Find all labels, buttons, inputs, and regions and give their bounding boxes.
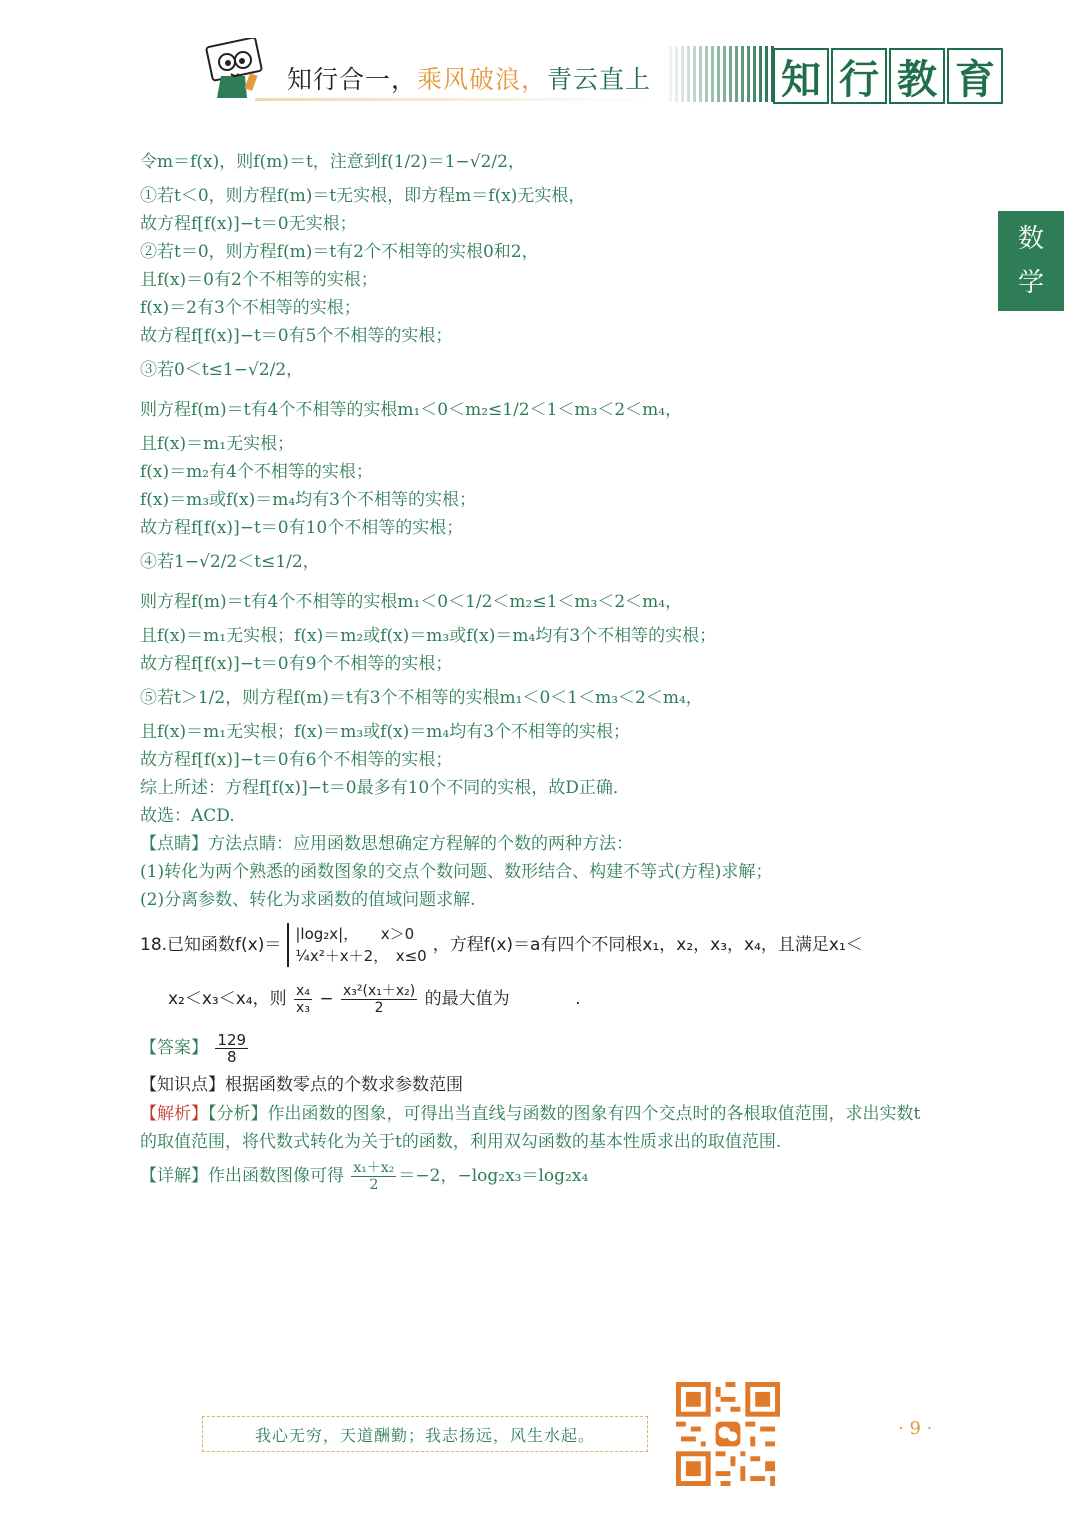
page-header	[195, 38, 995, 108]
solution-line: ②若t＝0，则方程f(m)＝t有2个不相等的实根0和2，	[140, 242, 539, 262]
solution-line: 故选：ACD.	[140, 806, 235, 826]
solution-line: 且f(x)＝m₁无实根；f(x)＝m₃或f(x)＝m₄均有3个不相等的实根；	[140, 722, 631, 742]
detail-fraction	[351, 1160, 396, 1193]
solution-line: 则方程f(m)＝t有4个不相等的实根m₁＜0＜m₂≤1/2＜1＜m₃＜2＜m₄，	[140, 400, 683, 420]
brand-char: 教	[889, 48, 945, 104]
detail-label: 【详解】	[140, 1166, 208, 1186]
answer-label: 【答案】	[140, 1038, 208, 1058]
solution-line: 且f(x)＝m₁无实根；f(x)＝m₂或f(x)＝m₃或f(x)＝m₄均有3个不相等的实根；	[140, 626, 717, 646]
solution-line: 故方程f[f(x)]−t＝0无实根；	[140, 214, 357, 234]
solution-line: 则方程f(m)＝t有4个不相等的实根m₁＜0＜1/2＜m₂≤1＜m₃＜2＜m₄，	[140, 592, 683, 612]
solution-line: ④若1−√2/2＜t≤1/2，	[140, 552, 320, 572]
reading-book-mascot-icon	[203, 38, 265, 102]
question-line2-b: 的最大值为	[424, 989, 510, 1009]
question-18-line1	[140, 918, 1020, 972]
fraction-expression	[341, 983, 417, 1016]
question-mid: ，方程f(x)＝a有四个不同根x₁，x₂，x₃，x₄，且满足x₁＜	[432, 935, 863, 955]
frac-den: 2	[369, 1177, 379, 1193]
tip-line	[140, 830, 1020, 858]
frac-num: x₁＋x₂	[353, 1160, 395, 1176]
piece-case-2: ¼x²＋x＋2， x≤0	[295, 947, 427, 965]
detail-text: 作出函数图像可得	[208, 1166, 344, 1186]
piece-case-1: |log₂x|， x＞0	[295, 925, 415, 943]
frac-den: 8	[226, 1047, 237, 1066]
analysis-line1	[140, 1100, 1020, 1128]
detail-line	[140, 1156, 1020, 1196]
question-18-line2	[140, 972, 1020, 1026]
frac-den: x₃	[296, 999, 310, 1016]
frac-den: 2	[374, 999, 384, 1016]
frac-num: 129	[217, 1030, 247, 1049]
tip-item: (1)转化为两个熟悉的函数图象的交点个数问题、数形结合、构建不等式(方程)求解；	[140, 862, 773, 882]
solution-line: f(x)＝m₃或f(x)＝m₄均有3个不相等的实根；	[140, 490, 476, 510]
solution-line: 综上所述：方程f[f(x)]−t＝0最多有10个不同的实根，故D正确．	[140, 778, 630, 798]
solution-line: 故方程f[f(x)]−t＝0有6个不相等的实根；	[140, 750, 453, 770]
solution-line: 令m＝f(x)，则f(m)＝t，注意到f(1/2)＝1−√2/2，	[140, 152, 525, 172]
tip-text: 方法点睛：应用函数思想确定方程解的个数的两种方法：	[208, 834, 633, 854]
solution-line: ⑤若t＞1/2，则方程f(m)＝t有3个不相等的实根m₁＜0＜1＜m₃＜2＜m₄，	[140, 688, 703, 708]
knowledge-text: 根据函数零点的个数求参数范围	[225, 1075, 463, 1095]
analysis-line2: 的取值范围，将代数式转化为关于t的函数，利用双勾函数的基本性质求出的取值范围.	[140, 1132, 782, 1152]
wechat-qr-code-icon[interactable]	[676, 1382, 780, 1486]
header-divider	[255, 98, 655, 101]
solution-line: ①若t＜0，则方程f(m)＝t无实根，即方程m＝f(x)无实根，	[140, 186, 586, 206]
header-stripes-decoration	[663, 46, 775, 102]
solution-line: ③若0＜t≤1−√2/2，	[140, 360, 304, 380]
fraction-x4-over-x3	[294, 983, 312, 1016]
question-prefix: 已知函数f(x)＝	[167, 935, 282, 955]
brand-char: 行	[831, 48, 887, 104]
tip-label: 【点睛】	[140, 834, 208, 854]
analysis-label: 【解析】	[140, 1104, 208, 1124]
solution-line: 故方程f[f(x)]−t＝0有9个不相等的实根；	[140, 654, 453, 674]
tip-item: (2)分离参数、转化为求函数的值域问题求解.	[140, 890, 476, 910]
knowledge-point-row	[140, 1070, 1020, 1100]
minus-sign: −	[319, 989, 334, 1009]
slogan-part3: 青云直上	[547, 65, 652, 94]
solution-line: f(x)＝m₂有4个不相等的实根；	[140, 462, 373, 482]
page-number: · 9 ·	[898, 1418, 933, 1439]
piecewise-function	[287, 923, 426, 967]
frac-num: x₄	[296, 982, 310, 999]
knowledge-label: 【知识点】	[140, 1075, 225, 1095]
solution-line: 且f(x)＝0有2个不相等的实根；	[140, 270, 378, 290]
analysis-text: 作出函数的图象，可得出当直线与函数的图象有四个交点时的各根取值范围，求出实数t	[267, 1104, 921, 1124]
brand-char: 知	[773, 48, 829, 104]
question-line2-a: x₂＜x₃＜x₄，则	[168, 989, 287, 1009]
slogan-part2: 乘风破浪，	[417, 65, 548, 94]
analysis-sub-label: 【分析】	[208, 1104, 268, 1124]
solution-line: 且f(x)＝m₁无实根；	[140, 434, 295, 454]
footer-motto: 我心无穷，天道酬勤；我志扬远，风生水起。	[202, 1416, 648, 1452]
answer-fraction	[215, 1032, 248, 1065]
question-end: .	[575, 989, 581, 1009]
slogan-part1: 知行合一，	[287, 65, 418, 94]
frac-num: x₃²(x₁＋x₂)	[343, 982, 416, 999]
solution-line: 故方程f[f(x)]−t＝0有5个不相等的实根；	[140, 326, 453, 346]
solution-content	[140, 142, 1020, 1196]
solution-line: f(x)＝2有3个不相等的实根；	[140, 298, 361, 318]
header-slogan	[287, 60, 651, 96]
side-tab-char: 数	[1017, 224, 1044, 254]
side-tab-char: 学	[1017, 268, 1044, 298]
question-number: 18.	[140, 935, 168, 955]
answer-row	[140, 1026, 1020, 1070]
solution-line: 故方程f[f(x)]−t＝0有10个不相等的实根；	[140, 518, 464, 538]
detail-tail: ＝−2，−log₂x₃＝log₂x₄	[398, 1166, 589, 1186]
brand-char: 育	[947, 48, 1003, 104]
brand-logo	[773, 48, 1005, 102]
